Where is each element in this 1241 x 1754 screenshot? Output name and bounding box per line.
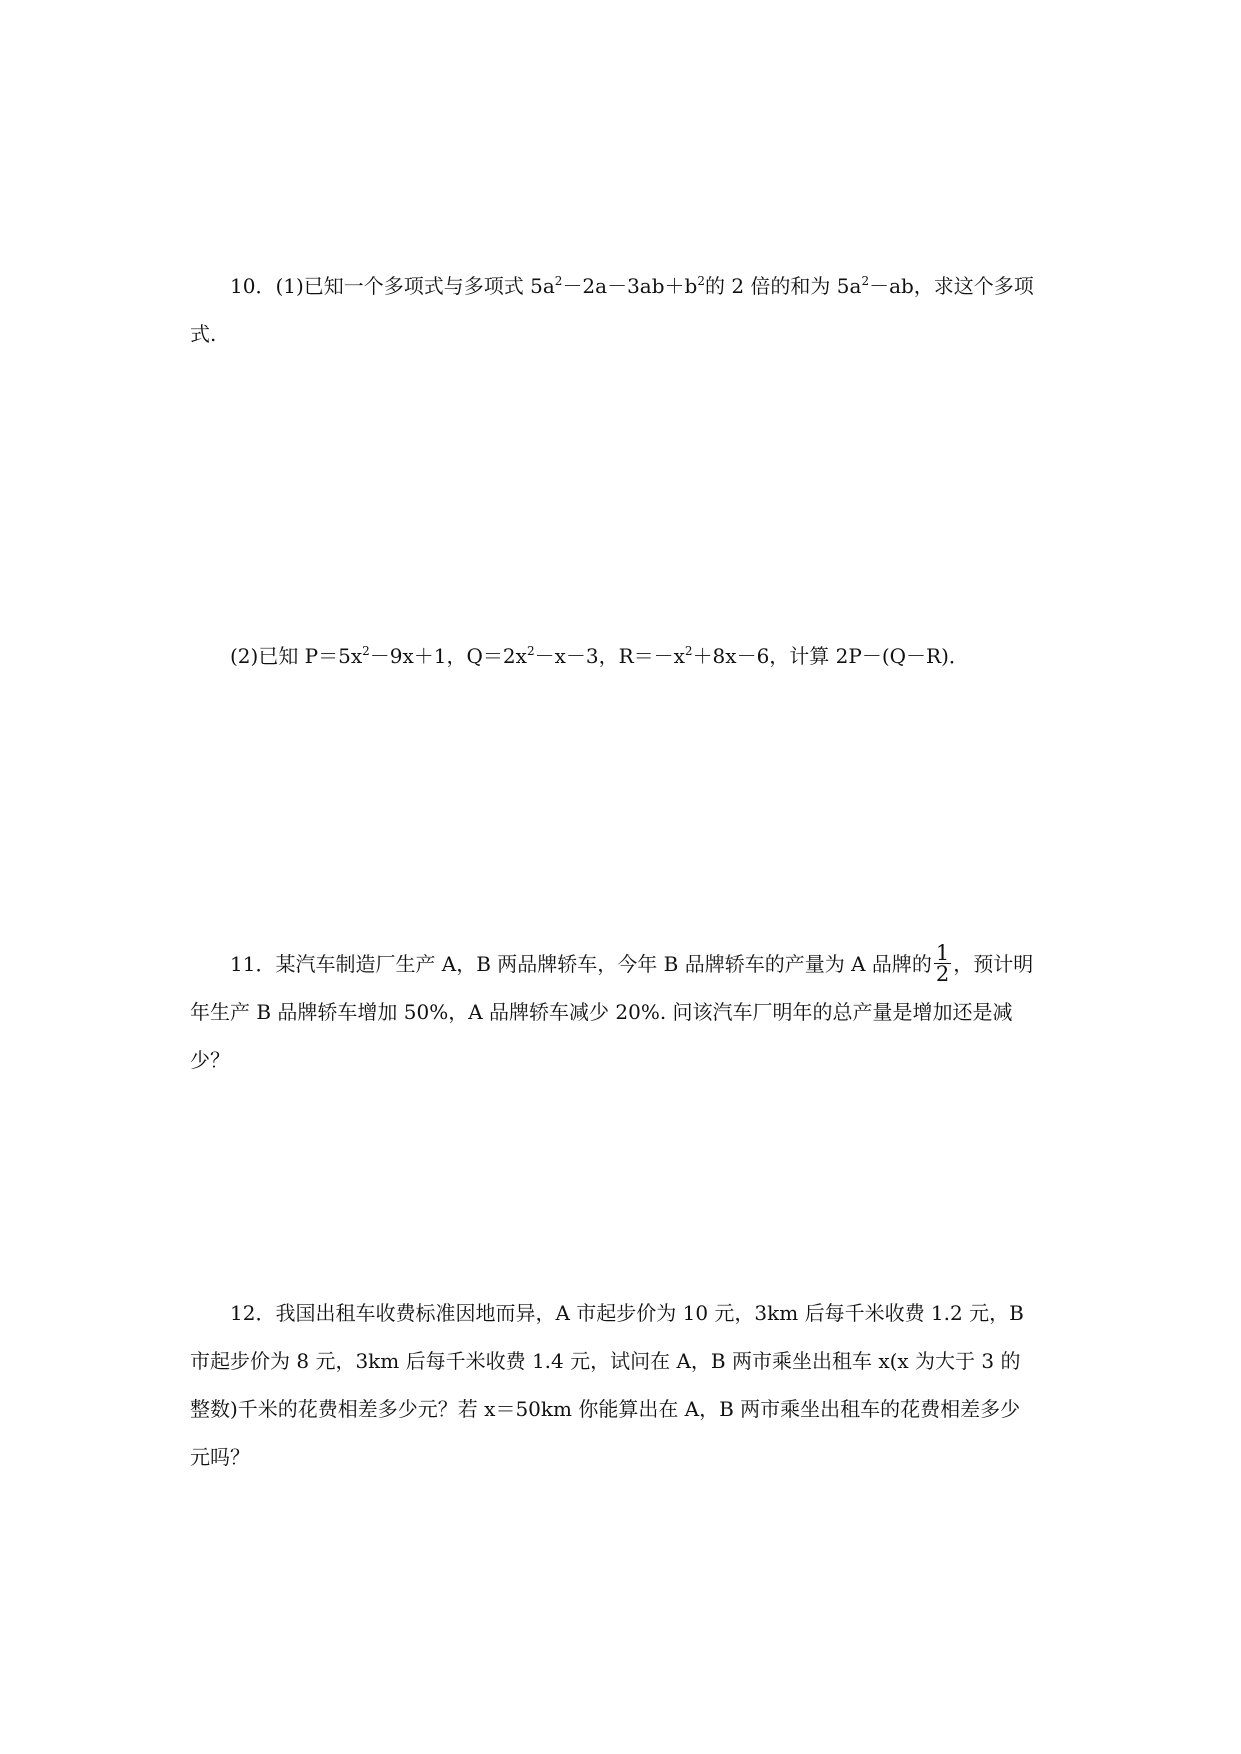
superscript: 2 [362, 644, 370, 658]
fraction-one-half [934, 943, 951, 984]
superscript: 2 [861, 274, 870, 288]
superscript: 2 [554, 274, 563, 288]
text-segment: (2)已知 P＝5x [230, 644, 363, 668]
superscript: 2 [526, 644, 535, 658]
text-segment: 10．(1)已知一个多项式与多项式 5a [230, 274, 555, 298]
fraction-denominator: 2 [935, 962, 950, 986]
problem-10-part-1-line-2: 式. [190, 322, 217, 346]
problem-10-part-1-line-1 [190, 262, 1058, 310]
problem-10-part-1 [190, 262, 1058, 358]
superscript: 2 [684, 644, 693, 658]
text-segment: ，预计明 [953, 952, 1034, 976]
problem-12-line-4: 元吗？ [190, 1445, 250, 1469]
text-segment: 11．某汽车制造厂生产 A，B 两品牌轿车，今年 B 品牌轿车的产量为 A 品牌的 [230, 952, 932, 976]
text-segment: －2a－3ab＋b [562, 274, 698, 298]
problem-12-line-2: 市起步价为 8 元，3km 后每千米收费 1.4 元，试问在 A，B 两市乘坐出租车 x(x 为大于 3 的 [190, 1349, 1021, 1373]
text-segment: －x－3，R＝－x [534, 644, 685, 668]
text-segment: 的 2 倍的和为 5a [704, 274, 862, 298]
text-segment: －ab，求这个多项 [869, 274, 1034, 298]
problem-11-line-2: 年生产 B 品牌轿车增加 50%，A 品牌轿车减少 20%. 问该汽车厂明年的总产量是增加还是减 [190, 1000, 1013, 1024]
text-segment: ＋8x－6，计算 2P－(Q－R)． [692, 644, 969, 668]
problem-11-line-1 [190, 940, 1058, 988]
text-segment: －9x＋1，Q＝2x [369, 644, 527, 668]
fraction-numerator: 1 [935, 941, 950, 965]
problem-10-part-2 [190, 632, 1058, 680]
superscript: 2 [697, 274, 705, 288]
problem-10-part-2-line-1 [190, 632, 1058, 680]
problem-12-line-1: 12．我国出租车收费标准因地而异，A 市起步价为 10 元，3km 后每千米收费 1.2 元，B [230, 1301, 1024, 1325]
problem-12-line-3: 整数)千米的花费相差多少元？若 x＝50km 你能算出在 A，B 两市乘坐出租车的花费相差多少 [190, 1397, 1021, 1421]
problem-12 [190, 1289, 1058, 1481]
problem-11 [190, 940, 1058, 1084]
problem-11-line-3: 少？ [190, 1048, 230, 1072]
